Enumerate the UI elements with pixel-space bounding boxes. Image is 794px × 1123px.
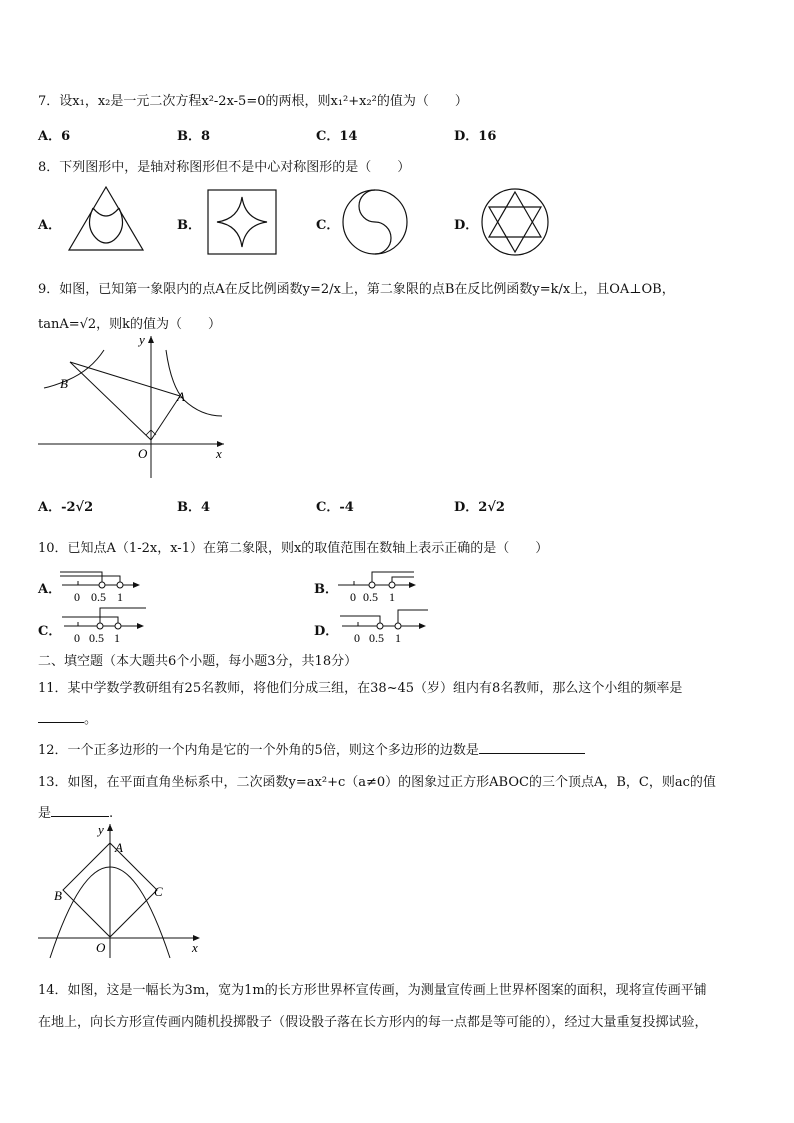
tick-0: 0 [354, 631, 360, 644]
q7-option-d: D．16 [454, 129, 497, 144]
q9-x-label: x [216, 446, 222, 461]
q9-option-b: B．4 [177, 500, 211, 515]
q10-option-c-label: C． [38, 624, 62, 639]
tick-0-5: 0.5 [369, 631, 384, 644]
q9-figure-hyperbola [36, 330, 236, 480]
q12-line [38, 739, 585, 758]
q9-origin-label: O [138, 446, 148, 461]
q13-stem-line2 [38, 802, 113, 821]
q7-option-b: B．8 [177, 129, 211, 144]
q13-blank[interactable] [51, 804, 109, 817]
q12-blank[interactable] [479, 741, 585, 754]
q9-point-a-label: A [177, 389, 185, 404]
q13-stem: 13．如图，在平面直角坐标系中，二次函数y=ax²+c（a≠0）的图象过正方形ABOC的三个顶点A，B，C，则ac的值 [38, 775, 716, 790]
q9-point-b-label: B [60, 376, 68, 391]
tick-1: 1 [117, 590, 123, 604]
q10-numberline-b [334, 565, 420, 605]
q10-option-a-label: A． [38, 582, 62, 597]
q8-option-c-label: C． [316, 218, 340, 233]
q8-option-b-label: B． [177, 218, 201, 233]
tick-0-5: 0.5 [89, 631, 104, 644]
q11-blank[interactable] [38, 710, 84, 723]
q8-figure-b-square-star [207, 189, 277, 255]
q13-suffix: . [109, 806, 114, 821]
tick-0-5: 0.5 [363, 590, 378, 604]
q7-stem: 7．设x₁，x₂是一元二次方程x²-2x-5=0的两根，则x₁²+x₂²的值为（ ） [38, 94, 468, 109]
q8-figure-a-triangle [66, 184, 146, 254]
q8-option-a-label: A． [38, 218, 62, 233]
q10-option-b-label: B． [314, 582, 338, 597]
q14-line2: 在地上，向长方形宣传画内随机投掷骰子（假设骰子落在长方形内的每一点都是等可能的），经过大量重复投掷试验， [38, 1015, 708, 1030]
tick-1: 1 [389, 590, 395, 604]
q11-stem: 11．某中学数学教研组有25名教师，将他们分成三组，在38~45（岁）组内有8名教师，那么这个小组的频率是 [38, 681, 683, 696]
q9-y-label: y [139, 332, 145, 347]
q10-stem: 10．已知点A（1-2x，x-1）在第二象限，则x的取值范围在数轴上表示正确的是（ ） [38, 541, 549, 556]
q11-tail: 。 [84, 712, 98, 727]
q10-numberline-d [338, 604, 434, 644]
q10-option-d-label: D． [314, 624, 339, 639]
q9-option-a: A．-2√2 [38, 500, 94, 515]
q12-stem: 12．一个正多边形的一个内角是它的一个外角的5倍，则这个多边形的边数是 [38, 743, 479, 758]
q13-prefix: 是 [38, 806, 52, 821]
tick-1: 1 [395, 631, 401, 644]
q13-figure-parabola-square [36, 820, 212, 960]
q13-point-a-label: A [115, 840, 123, 855]
section-2-heading: 二、填空题（本大题共6个小题，每小题3分，共18分） [38, 654, 358, 669]
q13-x-label: x [192, 940, 198, 955]
q8-stem: 8．下列图形中，是轴对称图形但不是中心对称图形的是（ ） [38, 160, 411, 175]
q8-figure-c-yinyang [341, 188, 409, 256]
tick-0: 0 [74, 631, 80, 644]
q9-stem: 9．如图，已知第一象限内的点A在反比例函数y=2/x上，第二象限的点B在反比例函数y=k/x上，且OA⊥OB， [38, 282, 675, 297]
q13-origin-label: O [96, 940, 106, 955]
q9-option-c: C．-4 [316, 500, 354, 515]
tick-0-5: 0.5 [91, 590, 106, 604]
q7-option-a: A．6 [38, 129, 71, 144]
q13-y-label: y [98, 822, 104, 837]
q8-option-d-label: D． [454, 218, 479, 233]
q10-numberline-c [60, 604, 150, 644]
q9-stem-line2: tanA=√2，则k的值为（ ） [38, 317, 222, 332]
tick-1: 1 [114, 631, 120, 644]
q7-option-c: C．14 [316, 129, 358, 144]
q11-answer-line [38, 708, 97, 727]
q13-point-b-label: B [54, 888, 62, 903]
q8-figure-d-hexagram-circle [480, 187, 550, 257]
tick-0: 0 [350, 590, 356, 604]
tick-0: 0 [74, 590, 80, 604]
q14-line1: 14．如图，这是一幅长为3m，宽为1m的长方形世界杯宣传画，为测量宣传画上世界杯图案的面积，现将宣传画平铺 [38, 983, 707, 998]
q13-point-c-label: C [154, 884, 163, 899]
q9-option-d: D．2√2 [454, 500, 505, 515]
q10-numberline-a [58, 565, 144, 605]
